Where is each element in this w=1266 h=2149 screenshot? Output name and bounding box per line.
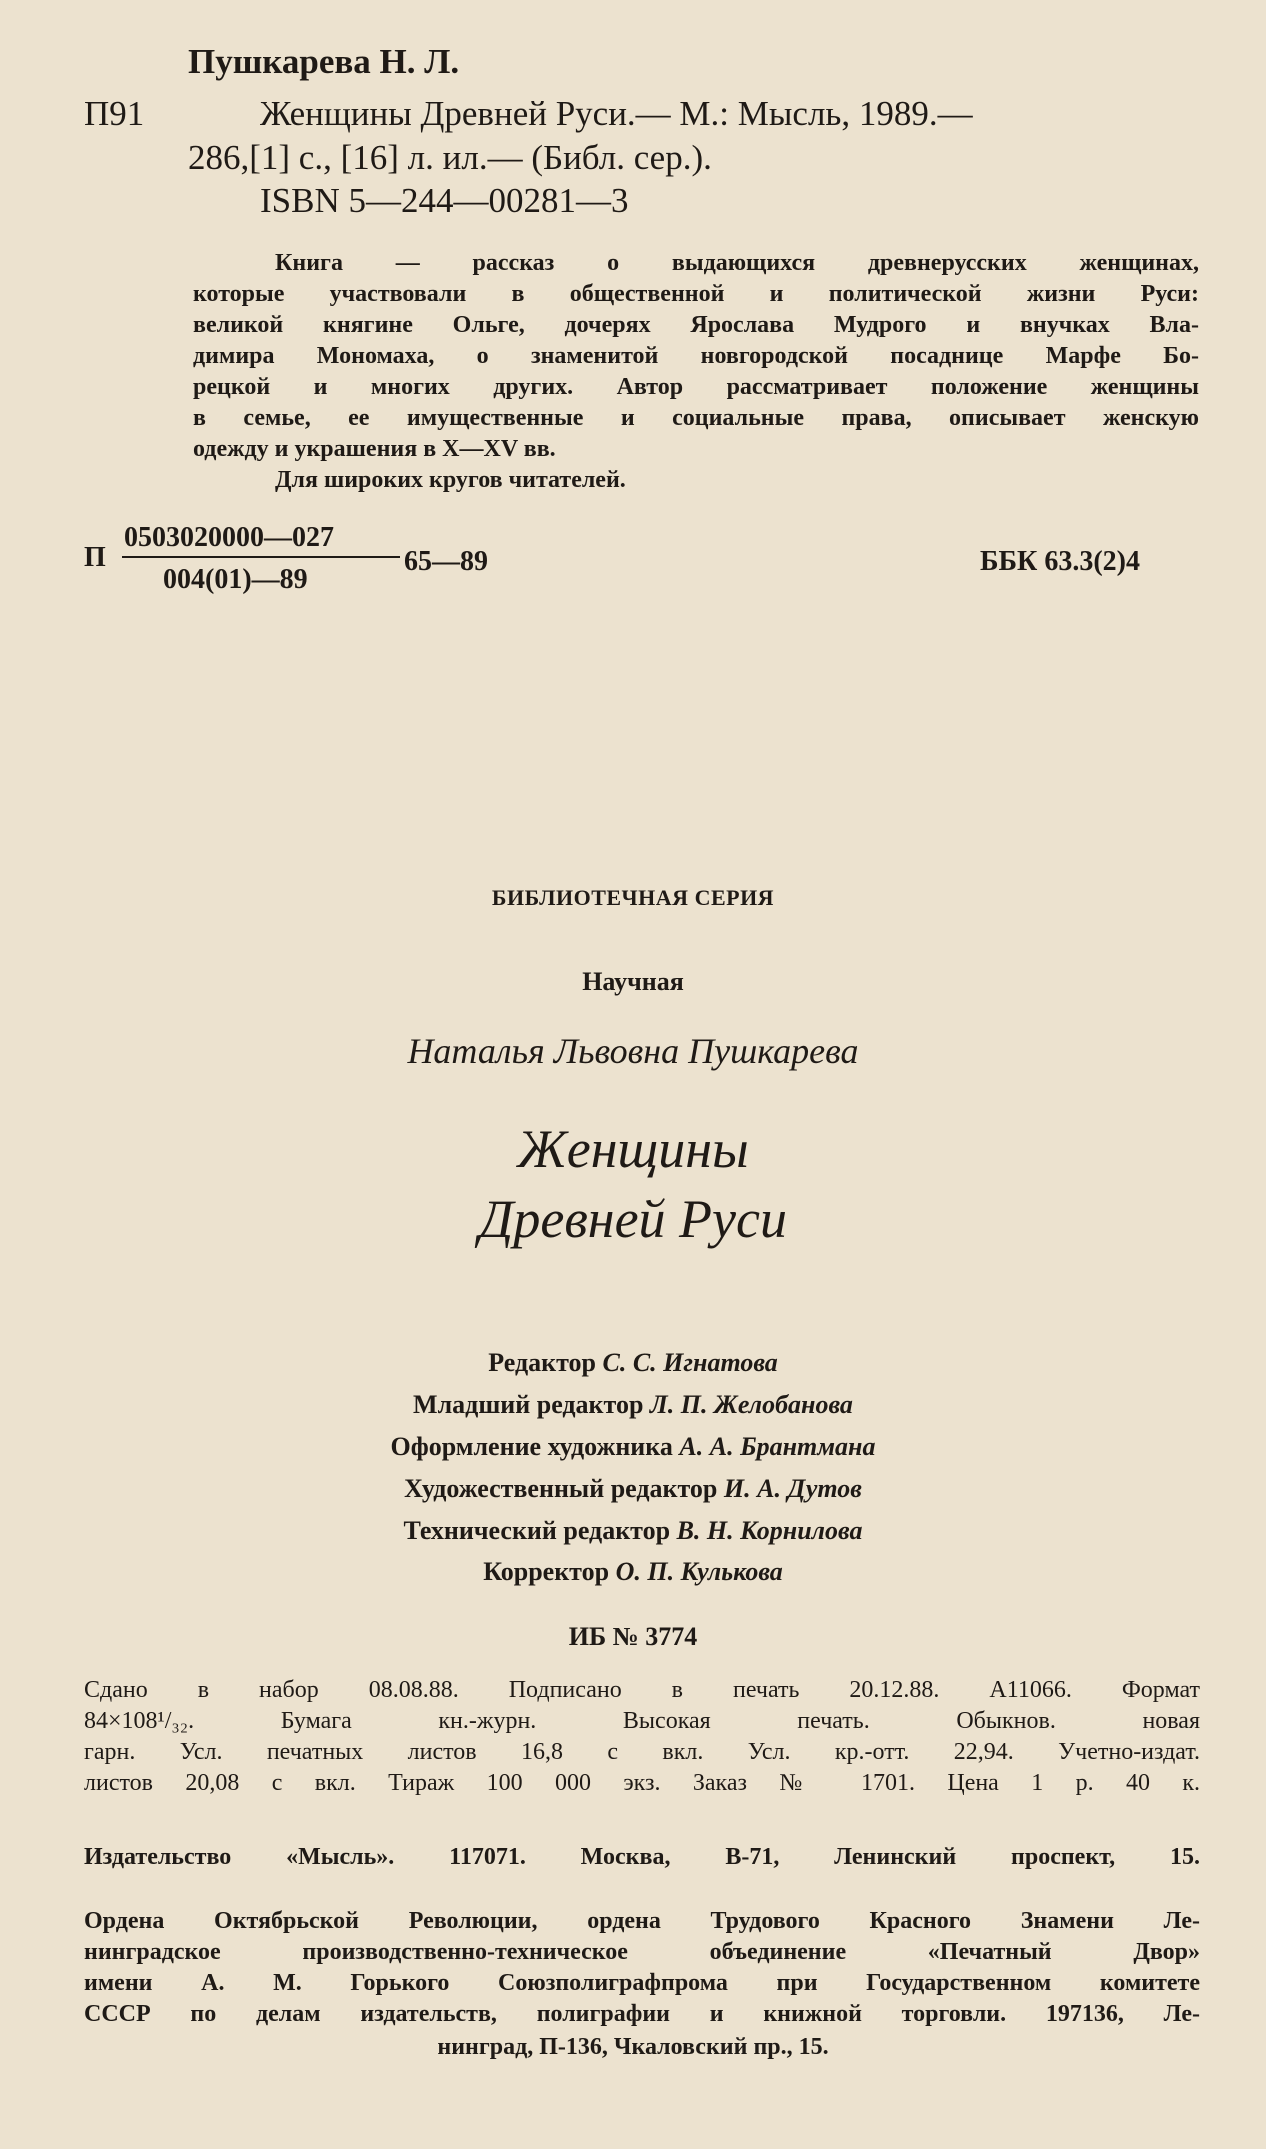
isbn: ISBN 5—244—00281—3: [260, 181, 629, 220]
series-name: БИБЛИОТЕЧНАЯ СЕРИЯ: [491, 885, 775, 910]
production-line: гарн. Усл. печатных листов 16,8 с вкл. Усл. кр.-отт. 22,94. Учетно-издат.: [84, 1739, 1200, 1765]
printer-line: СССР по делам издательств, полиграфии и книжной торговли. 197136, Ле-: [84, 2001, 1200, 2027]
production-line: листов 20,08 с вкл. Тираж 100 000 экз. Заказ № 1701. Цена 1 р. 40 к.: [84, 1770, 1200, 1796]
production-line: 84×108¹/₃₂. Бумага кн.-журн. Высокая печать. Обыкнов. новая: [84, 1708, 1200, 1734]
author-heading: Пушкарева Н. Л.: [188, 42, 460, 81]
audience-note: Для широких кругов читателей.: [275, 467, 626, 493]
credit-editor: Редактор С. С. Игнатова: [488, 1348, 778, 1377]
ib-number: ИБ № 3774: [568, 1622, 698, 1651]
extent-line: 286,[1] с., [16] л. ил.— (Библ. сер.).: [188, 138, 712, 177]
annotation-line: Книга — рассказ о выдающихся древнерусских женщинах,: [275, 250, 1199, 276]
classification-prefix: П: [84, 542, 106, 573]
annotation-line: в семье, ее имущественные и социальные права, описывает женскую: [193, 405, 1199, 431]
annotation-line: рецкой и многих других. Автор рассматривает положение женщины: [193, 374, 1199, 400]
author-full-name: Наталья Львовна Пушкарева: [407, 1031, 859, 1071]
classification-denominator: 004(01)—89: [163, 564, 308, 595]
printer-line: нинградское производственно-техническое объединение «Печатный Двор»: [84, 1939, 1200, 1965]
credit-junior-editor: Младший редактор Л. П. Желобанова: [413, 1390, 853, 1419]
printer-line: Ордена Октябрьской Революции, ордена Трудового Красного Знамени Ле-: [84, 1908, 1200, 1934]
classification-numerator: 0503020000—027: [124, 522, 334, 553]
credit-art-editor: Художественный редактор И. А. Дутов: [404, 1474, 862, 1503]
credit-proofreader: Корректор О. П. Кулькова: [483, 1557, 783, 1586]
subseries-name: Научная: [582, 967, 684, 996]
production-line: Сдано в набор 08.08.88. Подписано в печать 20.12.88. А11066. Формат: [84, 1677, 1200, 1703]
printer-line: имени А. М. Горького Союзполиграфпрома при Государственном комитете: [84, 1970, 1200, 1996]
credit-technical-editor: Технический редактор В. Н. Корнилова: [403, 1516, 863, 1545]
annotation-line: великой княгине Ольге, дочерях Ярослава Мудрого и внучках Вла-: [193, 312, 1199, 338]
fraction-line: [122, 556, 400, 558]
publisher-address: Издательство «Мысль». 117071. Москва, В-71, Ленинский проспект, 15.: [84, 1844, 1200, 1870]
book-title-line2: Древней Руси: [479, 1189, 787, 1249]
book-title-line1: Женщины: [517, 1119, 749, 1179]
bbk-code: ББК 63.3(2)4: [980, 546, 1140, 577]
annotation-line: которые участвовали в общественной и политической жизни Руси:: [193, 281, 1199, 307]
title-line: Женщины Древней Руси.— М.: Мысль, 1989.—: [260, 94, 973, 133]
annotation-line: димира Мономаха, о знаменитой новгородской посаднице Марфе Бо-: [193, 343, 1199, 369]
credit-designer: Оформление художника А. А. Брантмана: [390, 1432, 876, 1461]
classification-suffix: 65—89: [404, 546, 488, 577]
annotation-line: одежду и украшения в X—XV вв.: [193, 436, 556, 462]
call-number: П91: [84, 94, 145, 133]
printer-line-last: нинград, П-136, Чкаловский пр., 15.: [437, 2034, 829, 2060]
